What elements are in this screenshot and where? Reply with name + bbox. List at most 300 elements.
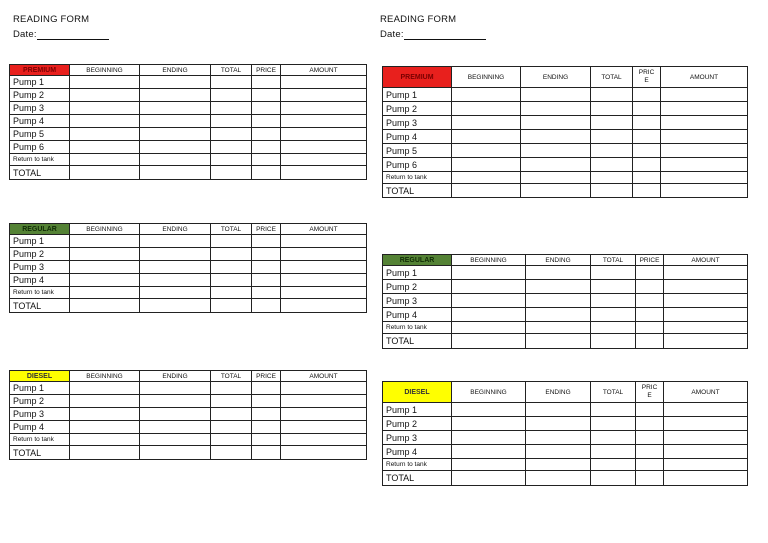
price-cell[interactable] bbox=[252, 408, 281, 421]
beginning-cell[interactable] bbox=[452, 144, 521, 158]
table-row bbox=[10, 446, 367, 460]
price-cell[interactable] bbox=[252, 166, 281, 180]
row-label: Pump 4 bbox=[10, 274, 70, 287]
price-cell[interactable] bbox=[636, 471, 664, 486]
col-price: PRICE bbox=[636, 255, 664, 266]
price-cell[interactable] bbox=[633, 88, 661, 102]
col-ending: ENDING bbox=[140, 224, 211, 235]
row-label: Pump 1 bbox=[10, 235, 70, 248]
col-beginning: BEGINNING bbox=[452, 67, 521, 88]
amount-cell[interactable] bbox=[281, 434, 367, 446]
amount-cell[interactable] bbox=[664, 294, 748, 308]
price-cell[interactable] bbox=[633, 184, 661, 198]
right-premium-table bbox=[382, 66, 748, 198]
ending-cell[interactable] bbox=[140, 274, 211, 287]
col-price: PRICE bbox=[252, 65, 281, 76]
beginning-cell[interactable] bbox=[70, 274, 140, 287]
beginning-cell[interactable] bbox=[70, 128, 140, 141]
row-label: TOTAL bbox=[10, 166, 70, 180]
price-cell[interactable] bbox=[636, 308, 664, 322]
ending-cell[interactable] bbox=[526, 403, 591, 417]
price-cell[interactable] bbox=[636, 445, 664, 459]
beginning-cell[interactable] bbox=[452, 431, 526, 445]
ending-cell[interactable] bbox=[140, 141, 211, 154]
beginning-cell[interactable] bbox=[452, 158, 521, 172]
ending-cell[interactable] bbox=[526, 431, 591, 445]
amount-cell[interactable] bbox=[664, 266, 748, 280]
amount-cell[interactable] bbox=[281, 235, 367, 248]
price-cell[interactable] bbox=[252, 261, 281, 274]
ending-cell[interactable] bbox=[521, 172, 591, 184]
table-row bbox=[10, 395, 367, 408]
table-row bbox=[383, 88, 748, 102]
price-cell[interactable] bbox=[633, 102, 661, 116]
ending-cell[interactable] bbox=[140, 115, 211, 128]
amount-cell[interactable] bbox=[281, 287, 367, 299]
amount-cell[interactable] bbox=[281, 421, 367, 434]
right-date-row bbox=[380, 29, 486, 40]
col-price: PRICE bbox=[252, 371, 281, 382]
beginning-cell[interactable] bbox=[452, 88, 521, 102]
ending-cell[interactable] bbox=[140, 434, 211, 446]
row-label: Pump 4 bbox=[383, 308, 452, 322]
row-label: Pump 6 bbox=[383, 158, 452, 172]
beginning-cell[interactable] bbox=[70, 434, 140, 446]
total-cell[interactable] bbox=[211, 115, 252, 128]
right-form-title: READING FORM bbox=[380, 14, 457, 25]
ending-cell[interactable] bbox=[526, 308, 591, 322]
right-date-field[interactable] bbox=[404, 29, 486, 40]
table-header-row bbox=[10, 224, 367, 235]
beginning-cell[interactable] bbox=[452, 184, 521, 198]
table-row bbox=[10, 141, 367, 154]
col-beginning: BEGINNING bbox=[70, 65, 140, 76]
row-label: Pump 2 bbox=[383, 102, 452, 116]
ending-cell[interactable] bbox=[140, 102, 211, 115]
regular-category-label: REGULAR bbox=[10, 224, 70, 235]
row-label: Pump 5 bbox=[383, 144, 452, 158]
col-amount: AMOUNT bbox=[281, 224, 367, 235]
total-cell[interactable] bbox=[591, 144, 633, 158]
total-cell[interactable] bbox=[591, 322, 636, 334]
total-cell[interactable] bbox=[591, 334, 636, 349]
beginning-cell[interactable] bbox=[70, 261, 140, 274]
price-line-2: E bbox=[644, 77, 649, 84]
table-row bbox=[383, 172, 748, 184]
total-cell[interactable] bbox=[211, 128, 252, 141]
ending-cell[interactable] bbox=[526, 280, 591, 294]
amount-cell[interactable] bbox=[661, 88, 748, 102]
price-cell[interactable] bbox=[252, 115, 281, 128]
row-label: TOTAL bbox=[10, 446, 70, 460]
beginning-cell[interactable] bbox=[452, 445, 526, 459]
amount-cell[interactable] bbox=[281, 248, 367, 261]
amount-cell[interactable] bbox=[664, 431, 748, 445]
amount-cell[interactable] bbox=[281, 446, 367, 460]
ending-cell[interactable] bbox=[140, 395, 211, 408]
table-row bbox=[383, 403, 748, 417]
beginning-cell[interactable] bbox=[452, 322, 526, 334]
row-label: Pump 2 bbox=[10, 395, 70, 408]
left-date-field[interactable] bbox=[37, 29, 109, 40]
amount-cell[interactable] bbox=[281, 408, 367, 421]
total-cell[interactable] bbox=[211, 382, 252, 395]
price-cell[interactable] bbox=[633, 116, 661, 130]
table-row bbox=[10, 274, 367, 287]
total-cell[interactable] bbox=[211, 274, 252, 287]
price-cell[interactable] bbox=[636, 417, 664, 431]
price-cell[interactable] bbox=[252, 128, 281, 141]
ending-cell[interactable] bbox=[521, 88, 591, 102]
total-cell[interactable] bbox=[211, 261, 252, 274]
price-cell[interactable] bbox=[636, 266, 664, 280]
total-cell[interactable] bbox=[211, 76, 252, 89]
amount-cell[interactable] bbox=[664, 403, 748, 417]
price-cell[interactable] bbox=[252, 89, 281, 102]
amount-cell[interactable] bbox=[664, 417, 748, 431]
table-header-row bbox=[383, 67, 748, 88]
row-label: Return to tank bbox=[10, 287, 70, 299]
price-cell[interactable] bbox=[252, 235, 281, 248]
col-amount: AMOUNT bbox=[664, 255, 748, 266]
amount-cell[interactable] bbox=[281, 261, 367, 274]
amount-cell[interactable] bbox=[281, 382, 367, 395]
row-label: Pump 5 bbox=[10, 128, 70, 141]
beginning-cell[interactable] bbox=[452, 102, 521, 116]
amount-cell[interactable] bbox=[664, 308, 748, 322]
right-regular-table bbox=[382, 254, 748, 349]
amount-cell[interactable] bbox=[664, 322, 748, 334]
beginning-cell[interactable] bbox=[70, 166, 140, 180]
total-cell[interactable] bbox=[591, 403, 636, 417]
amount-cell[interactable] bbox=[664, 471, 748, 486]
beginning-cell[interactable] bbox=[70, 76, 140, 89]
price-cell[interactable] bbox=[636, 294, 664, 308]
total-cell[interactable] bbox=[211, 299, 252, 313]
beginning-cell[interactable] bbox=[452, 471, 526, 486]
beginning-cell[interactable] bbox=[452, 294, 526, 308]
price-cell[interactable] bbox=[636, 431, 664, 445]
ending-cell[interactable] bbox=[526, 417, 591, 431]
table-header-row bbox=[10, 371, 367, 382]
ending-cell[interactable] bbox=[140, 89, 211, 102]
table-row bbox=[10, 421, 367, 434]
ending-cell[interactable] bbox=[140, 128, 211, 141]
ending-cell[interactable] bbox=[140, 446, 211, 460]
row-label: Pump 3 bbox=[383, 116, 452, 130]
table-row bbox=[383, 459, 748, 471]
price-cell[interactable] bbox=[252, 248, 281, 261]
total-cell[interactable] bbox=[211, 446, 252, 460]
beginning-cell[interactable] bbox=[452, 459, 526, 471]
price-cell[interactable] bbox=[633, 144, 661, 158]
row-label: TOTAL bbox=[383, 184, 452, 198]
total-cell[interactable] bbox=[591, 184, 633, 198]
col-ending: ENDING bbox=[526, 255, 591, 266]
row-label: Pump 4 bbox=[10, 421, 70, 434]
col-amount: AMOUNT bbox=[661, 67, 748, 88]
price-cell[interactable] bbox=[252, 154, 281, 166]
row-label: TOTAL bbox=[383, 334, 452, 349]
price-cell[interactable] bbox=[252, 395, 281, 408]
row-label: Pump 2 bbox=[10, 89, 70, 102]
price-cell[interactable] bbox=[252, 382, 281, 395]
price-cell[interactable] bbox=[633, 158, 661, 172]
total-cell[interactable] bbox=[211, 89, 252, 102]
col-ending: ENDING bbox=[521, 67, 591, 88]
amount-cell[interactable] bbox=[281, 102, 367, 115]
total-cell[interactable] bbox=[591, 88, 633, 102]
ending-cell[interactable] bbox=[521, 158, 591, 172]
row-label: Pump 4 bbox=[383, 130, 452, 144]
beginning-cell[interactable] bbox=[70, 421, 140, 434]
beginning-cell[interactable] bbox=[452, 116, 521, 130]
total-cell[interactable] bbox=[591, 445, 636, 459]
ending-cell[interactable] bbox=[526, 322, 591, 334]
ending-cell[interactable] bbox=[140, 421, 211, 434]
total-cell[interactable] bbox=[591, 308, 636, 322]
price-cell[interactable] bbox=[252, 287, 281, 299]
total-cell[interactable] bbox=[591, 158, 633, 172]
amount-cell[interactable] bbox=[281, 299, 367, 313]
ending-cell[interactable] bbox=[526, 334, 591, 349]
amount-cell[interactable] bbox=[664, 459, 748, 471]
total-cell[interactable] bbox=[211, 434, 252, 446]
ending-cell[interactable] bbox=[521, 130, 591, 144]
beginning-cell[interactable] bbox=[70, 408, 140, 421]
col-amount: AMOUNT bbox=[664, 382, 748, 403]
price-cell[interactable] bbox=[252, 102, 281, 115]
table-row bbox=[383, 280, 748, 294]
price-cell[interactable] bbox=[252, 446, 281, 460]
beginning-cell[interactable] bbox=[452, 403, 526, 417]
ending-cell[interactable] bbox=[526, 459, 591, 471]
ending-cell[interactable] bbox=[526, 266, 591, 280]
total-cell[interactable] bbox=[211, 395, 252, 408]
amount-cell[interactable] bbox=[664, 280, 748, 294]
beginning-cell[interactable] bbox=[452, 130, 521, 144]
regular-category-label: REGULAR bbox=[383, 255, 452, 266]
amount-cell[interactable] bbox=[661, 116, 748, 130]
total-cell[interactable] bbox=[591, 102, 633, 116]
amount-cell[interactable] bbox=[664, 334, 748, 349]
amount-cell[interactable] bbox=[661, 144, 748, 158]
row-label: Pump 3 bbox=[10, 261, 70, 274]
left-premium-table bbox=[9, 64, 367, 180]
beginning-cell[interactable] bbox=[70, 235, 140, 248]
total-cell[interactable] bbox=[211, 421, 252, 434]
table-row bbox=[10, 102, 367, 115]
amount-cell[interactable] bbox=[661, 184, 748, 198]
total-cell[interactable] bbox=[591, 294, 636, 308]
total-cell[interactable] bbox=[211, 248, 252, 261]
price-cell[interactable] bbox=[252, 421, 281, 434]
amount-cell[interactable] bbox=[661, 130, 748, 144]
beginning-cell[interactable] bbox=[70, 287, 140, 299]
table-row bbox=[383, 158, 748, 172]
amount-cell[interactable] bbox=[281, 76, 367, 89]
row-label: Pump 2 bbox=[383, 280, 452, 294]
row-label: Pump 2 bbox=[383, 417, 452, 431]
beginning-cell[interactable] bbox=[70, 395, 140, 408]
row-label: Return to tank bbox=[10, 434, 70, 446]
ending-cell[interactable] bbox=[140, 408, 211, 421]
col-price: PRICE bbox=[252, 224, 281, 235]
row-label: Pump 3 bbox=[10, 102, 70, 115]
amount-cell[interactable] bbox=[281, 89, 367, 102]
col-price bbox=[633, 67, 661, 88]
premium-category-label: PREMIUM bbox=[10, 65, 70, 76]
beginning-cell[interactable] bbox=[70, 248, 140, 261]
col-total: TOTAL bbox=[211, 224, 252, 235]
table-row bbox=[10, 299, 367, 313]
beginning-cell[interactable] bbox=[70, 446, 140, 460]
row-label: Return to tank bbox=[383, 172, 452, 184]
total-cell[interactable] bbox=[591, 431, 636, 445]
beginning-cell[interactable] bbox=[452, 308, 526, 322]
table-row bbox=[383, 417, 748, 431]
ending-cell[interactable] bbox=[140, 382, 211, 395]
beginning-cell[interactable] bbox=[452, 417, 526, 431]
amount-cell[interactable] bbox=[661, 172, 748, 184]
price-cell[interactable] bbox=[636, 459, 664, 471]
ending-cell[interactable] bbox=[140, 261, 211, 274]
total-cell[interactable] bbox=[591, 459, 636, 471]
table-row bbox=[10, 434, 367, 446]
total-cell[interactable] bbox=[211, 141, 252, 154]
col-ending: ENDING bbox=[526, 382, 591, 403]
price-cell[interactable] bbox=[636, 403, 664, 417]
amount-cell[interactable] bbox=[281, 395, 367, 408]
beginning-cell[interactable] bbox=[70, 382, 140, 395]
ending-cell[interactable] bbox=[526, 294, 591, 308]
beginning-cell[interactable] bbox=[452, 334, 526, 349]
ending-cell[interactable] bbox=[526, 471, 591, 486]
amount-cell[interactable] bbox=[281, 128, 367, 141]
total-cell[interactable] bbox=[591, 417, 636, 431]
amount-cell[interactable] bbox=[661, 102, 748, 116]
total-cell[interactable] bbox=[211, 154, 252, 166]
price-cell[interactable] bbox=[633, 172, 661, 184]
row-label: Return to tank bbox=[383, 459, 452, 471]
amount-cell[interactable] bbox=[281, 154, 367, 166]
total-cell[interactable] bbox=[211, 235, 252, 248]
amount-cell[interactable] bbox=[661, 158, 748, 172]
table-row bbox=[10, 128, 367, 141]
table-row bbox=[10, 115, 367, 128]
price-cell[interactable] bbox=[252, 299, 281, 313]
ending-cell[interactable] bbox=[140, 235, 211, 248]
ending-cell[interactable] bbox=[140, 76, 211, 89]
total-cell[interactable] bbox=[591, 471, 636, 486]
total-cell[interactable] bbox=[591, 266, 636, 280]
ending-cell[interactable] bbox=[526, 445, 591, 459]
price-cell[interactable] bbox=[633, 130, 661, 144]
col-ending: ENDING bbox=[140, 65, 211, 76]
row-label: Pump 3 bbox=[383, 431, 452, 445]
beginning-cell[interactable] bbox=[70, 141, 140, 154]
left-form-title: READING FORM bbox=[13, 14, 90, 25]
row-label: Pump 1 bbox=[383, 266, 452, 280]
beginning-cell[interactable] bbox=[70, 154, 140, 166]
total-cell[interactable] bbox=[591, 130, 633, 144]
beginning-cell[interactable] bbox=[70, 115, 140, 128]
amount-cell[interactable] bbox=[664, 445, 748, 459]
total-cell[interactable] bbox=[211, 102, 252, 115]
total-cell[interactable] bbox=[591, 116, 633, 130]
beginning-cell[interactable] bbox=[452, 172, 521, 184]
table-row bbox=[383, 294, 748, 308]
table-row bbox=[383, 116, 748, 130]
amount-cell[interactable] bbox=[281, 115, 367, 128]
ending-cell[interactable] bbox=[140, 154, 211, 166]
total-cell[interactable] bbox=[211, 287, 252, 299]
amount-cell[interactable] bbox=[281, 166, 367, 180]
table-row bbox=[10, 408, 367, 421]
ending-cell[interactable] bbox=[140, 299, 211, 313]
price-line-1: PRIC bbox=[641, 384, 658, 391]
price-cell[interactable] bbox=[252, 434, 281, 446]
diesel-category-label: DIESEL bbox=[383, 382, 452, 403]
table-row bbox=[10, 154, 367, 166]
table-row bbox=[383, 184, 748, 198]
amount-cell[interactable] bbox=[281, 141, 367, 154]
left-date-row bbox=[13, 29, 109, 40]
beginning-cell[interactable] bbox=[70, 299, 140, 313]
price-cell[interactable] bbox=[636, 334, 664, 349]
ending-cell[interactable] bbox=[140, 166, 211, 180]
row-label: Pump 2 bbox=[10, 248, 70, 261]
amount-cell[interactable] bbox=[281, 274, 367, 287]
col-total: TOTAL bbox=[211, 65, 252, 76]
total-cell[interactable] bbox=[591, 172, 633, 184]
col-total: TOTAL bbox=[211, 371, 252, 382]
total-cell[interactable] bbox=[211, 166, 252, 180]
ending-cell[interactable] bbox=[140, 287, 211, 299]
table-row bbox=[383, 431, 748, 445]
total-cell[interactable] bbox=[211, 408, 252, 421]
ending-cell[interactable] bbox=[521, 144, 591, 158]
table-row bbox=[10, 166, 367, 180]
beginning-cell[interactable] bbox=[70, 102, 140, 115]
beginning-cell[interactable] bbox=[452, 266, 526, 280]
row-label: Pump 4 bbox=[10, 115, 70, 128]
col-price bbox=[636, 382, 664, 403]
ending-cell[interactable] bbox=[140, 248, 211, 261]
table-row bbox=[10, 382, 367, 395]
left-date-label: Date: bbox=[13, 29, 37, 40]
total-cell[interactable] bbox=[591, 280, 636, 294]
col-total: TOTAL bbox=[591, 255, 636, 266]
price-cell[interactable] bbox=[252, 141, 281, 154]
price-cell[interactable] bbox=[252, 274, 281, 287]
ending-cell[interactable] bbox=[521, 184, 591, 198]
row-label: Pump 6 bbox=[10, 141, 70, 154]
beginning-cell[interactable] bbox=[452, 280, 526, 294]
price-cell[interactable] bbox=[252, 76, 281, 89]
ending-cell[interactable] bbox=[521, 102, 591, 116]
col-beginning: BEGINNING bbox=[452, 255, 526, 266]
table-header-row bbox=[383, 255, 748, 266]
table-row bbox=[383, 334, 748, 349]
table-row bbox=[383, 144, 748, 158]
ending-cell[interactable] bbox=[521, 116, 591, 130]
price-cell[interactable] bbox=[636, 322, 664, 334]
price-cell[interactable] bbox=[636, 280, 664, 294]
table-row bbox=[383, 102, 748, 116]
left-regular-table bbox=[9, 223, 367, 313]
beginning-cell[interactable] bbox=[70, 89, 140, 102]
